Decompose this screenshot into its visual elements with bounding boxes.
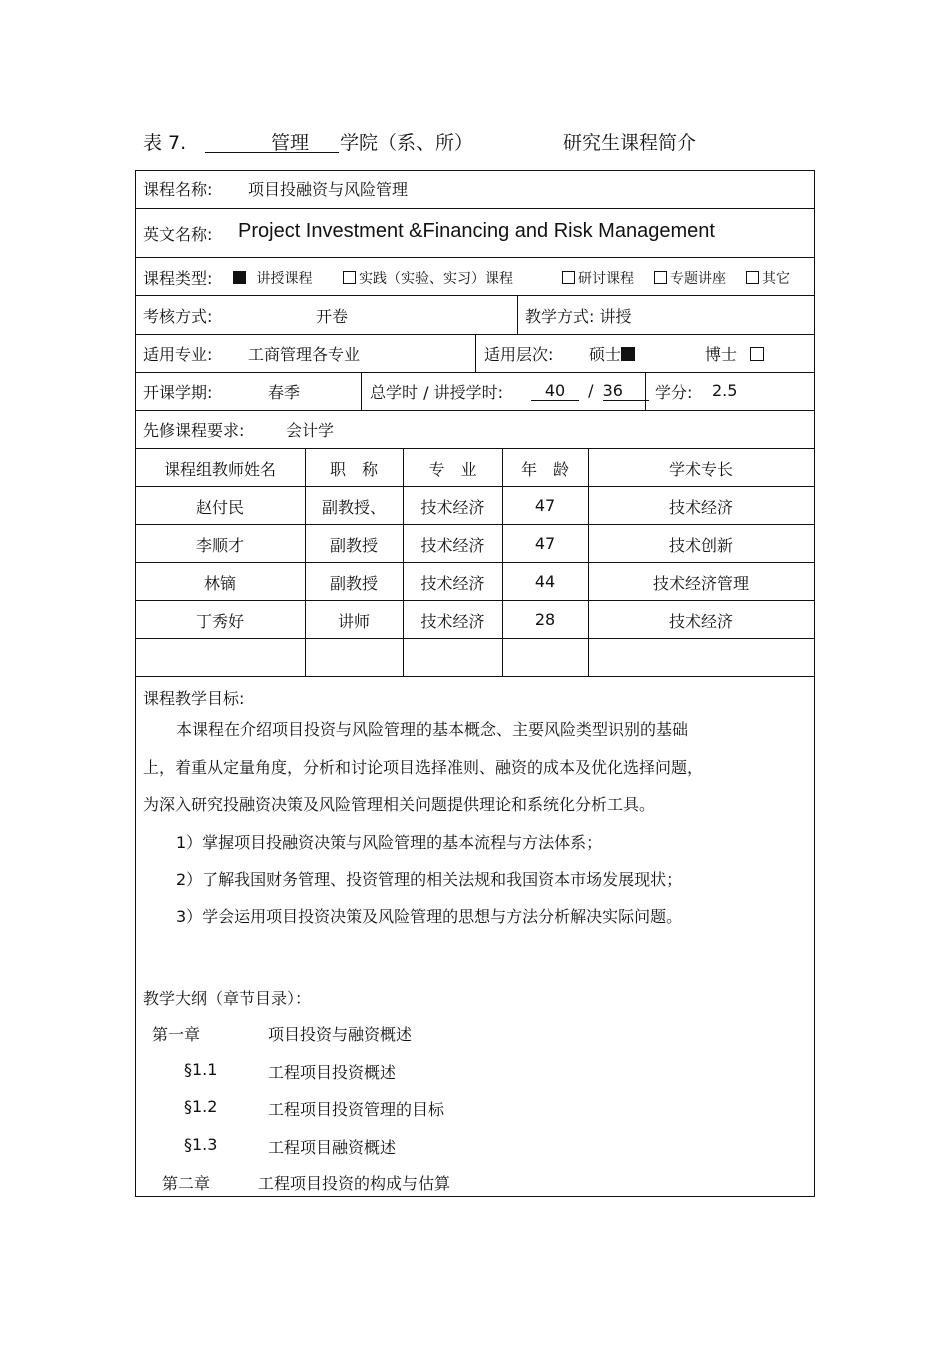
level-master-label: 硕士 [589,345,622,364]
teacher-age: 28 [534,610,556,629]
credit-value: 2.5 [712,381,738,400]
prereq-value: 会计学 [286,421,335,440]
chapter-title: 项目投资与融资概述 [268,1025,413,1044]
credit-label: 学分: [655,383,693,402]
level-phd [705,342,767,365]
th-teacher-name: 课程组教师姓名 [163,460,276,479]
teacher-title: 讲师 [337,612,370,631]
chapter-number: 第一章 [152,1025,201,1044]
section-title: 工程项目投资概述 [268,1063,397,1082]
type-option-label: 专题讲座 [670,271,726,287]
teacher-title: 副教授 [329,574,378,593]
teacher-age: 47 [534,496,556,515]
teacher-title: 副教授 [329,536,378,555]
section-title: 工程项目投资管理的目标 [268,1100,445,1119]
major-label: 适用专业: [143,345,213,364]
outline-title: 教学大纲（章节目录）： [143,989,312,1008]
table-number: 表 7. [143,132,187,154]
teacher-expertise: 技术经济 [668,498,733,517]
english-name-label: 英文名称: [143,225,213,244]
type-option-label: 其它 [762,271,790,287]
objective-item: 2）了解我国财务管理、投资管理的相关法规和我国资本市场发展现状； [176,870,683,889]
checkbox-empty-icon [654,271,667,284]
level-phd-label: 博士 [705,345,738,364]
hours-lecture: 36 [603,381,649,401]
hours-values [531,381,649,401]
school-suffix: 学院（系、所） [340,132,474,154]
checkbox-empty-icon [746,271,759,284]
course-name: 项目投融资与风险管理 [248,180,409,199]
teacher-name: 丁秀好 [195,612,244,631]
type-option-lecture [233,268,312,288]
type-option-label: 研讨课程 [578,271,634,287]
english-name: Project Investment &Financing and Risk Management [238,220,715,242]
type-option-label: 讲授课程 [256,271,313,287]
checkbox-checked-icon [621,347,635,361]
teacher-expertise: 技术创新 [668,536,733,555]
teacher-title: 副教授、 [321,498,386,517]
th-age: 年 龄 [520,460,569,479]
course-name-label: 课程名称: [143,180,213,199]
objectives-title: 课程教学目标: [143,689,245,708]
section-number: §1.2 [184,1097,218,1116]
type-option-other [746,268,790,288]
teacher-name: 李顺才 [195,536,244,555]
checkbox-empty-icon [562,271,575,284]
level-label: 适用层次: [484,345,554,364]
school-name-text: 管理 [271,132,310,154]
type-option-seminar [562,268,634,288]
checkbox-checked-icon [233,271,246,284]
th-title: 职 称 [329,460,378,479]
doc-title: 研究生课程简介 [563,132,697,154]
major-value: 工商管理各专业 [248,345,361,364]
assessment-value: 开卷 [316,307,349,326]
teacher-major: 技术经济 [420,574,485,593]
objective-item: 1）掌握项目投融资决策与风险管理的基本流程与方法体系； [176,833,603,852]
teacher-age: 47 [534,534,556,553]
objective-item: 3）学会运用项目投资决策及风险管理的思想与方法分析解决实际问题。 [176,907,683,926]
teacher-major: 技术经济 [420,612,485,631]
teacher-major: 技术经济 [420,536,485,555]
prereq-label: 先修课程要求: [143,421,245,440]
th-major: 专 业 [428,460,477,479]
teacher-expertise: 技术经济管理 [652,574,749,593]
checkbox-empty-icon [750,347,764,361]
teacher-expertise: 技术经济 [668,612,733,631]
th-expertise: 学术专长 [668,460,733,479]
objectives-para-line: 本课程在介绍项目投资与风险管理的基本概念、主要风险类型识别的基础 [176,720,689,739]
section-number: §1.1 [184,1060,218,1079]
course-type-label: 课程类型: [143,269,213,288]
hours-total: 40 [531,381,579,401]
type-option-label: 实践（实验、实习）课程 [359,271,513,287]
teacher-major: 技术经济 [420,498,485,517]
term-value: 春季 [268,383,301,402]
chapter-number: 第二章 [162,1174,211,1193]
type-option-practice [343,268,513,288]
teacher-name: 林镝 [203,574,236,593]
section-number: §1.3 [184,1135,218,1154]
hours-label: 总学时 / 讲授学时: [370,383,503,402]
level-master [589,342,635,365]
term-label: 开课学期: [143,383,213,402]
checkbox-empty-icon [343,271,356,284]
teacher-age: 44 [534,572,556,591]
type-option-lecture-series [654,268,726,288]
assessment-label: 考核方式: [143,307,213,326]
hours-separator: / [588,381,594,400]
objectives-para-line: 为深入研究投融资决策及风险管理相关问题提供理论和系统化分析工具。 [143,795,656,814]
teacher-name: 赵付民 [195,498,244,517]
teaching-mode: 教学方式: 讲授 [525,307,632,326]
section-title: 工程项目融资概述 [268,1138,397,1157]
table-border [136,171,815,1197]
objectives-para-line: 上，着重从定量角度，分析和讨论项目选择准则、融资的成本及优化选择问题， [143,758,704,777]
chapter-title: 工程项目投资的构成与估算 [258,1174,451,1193]
